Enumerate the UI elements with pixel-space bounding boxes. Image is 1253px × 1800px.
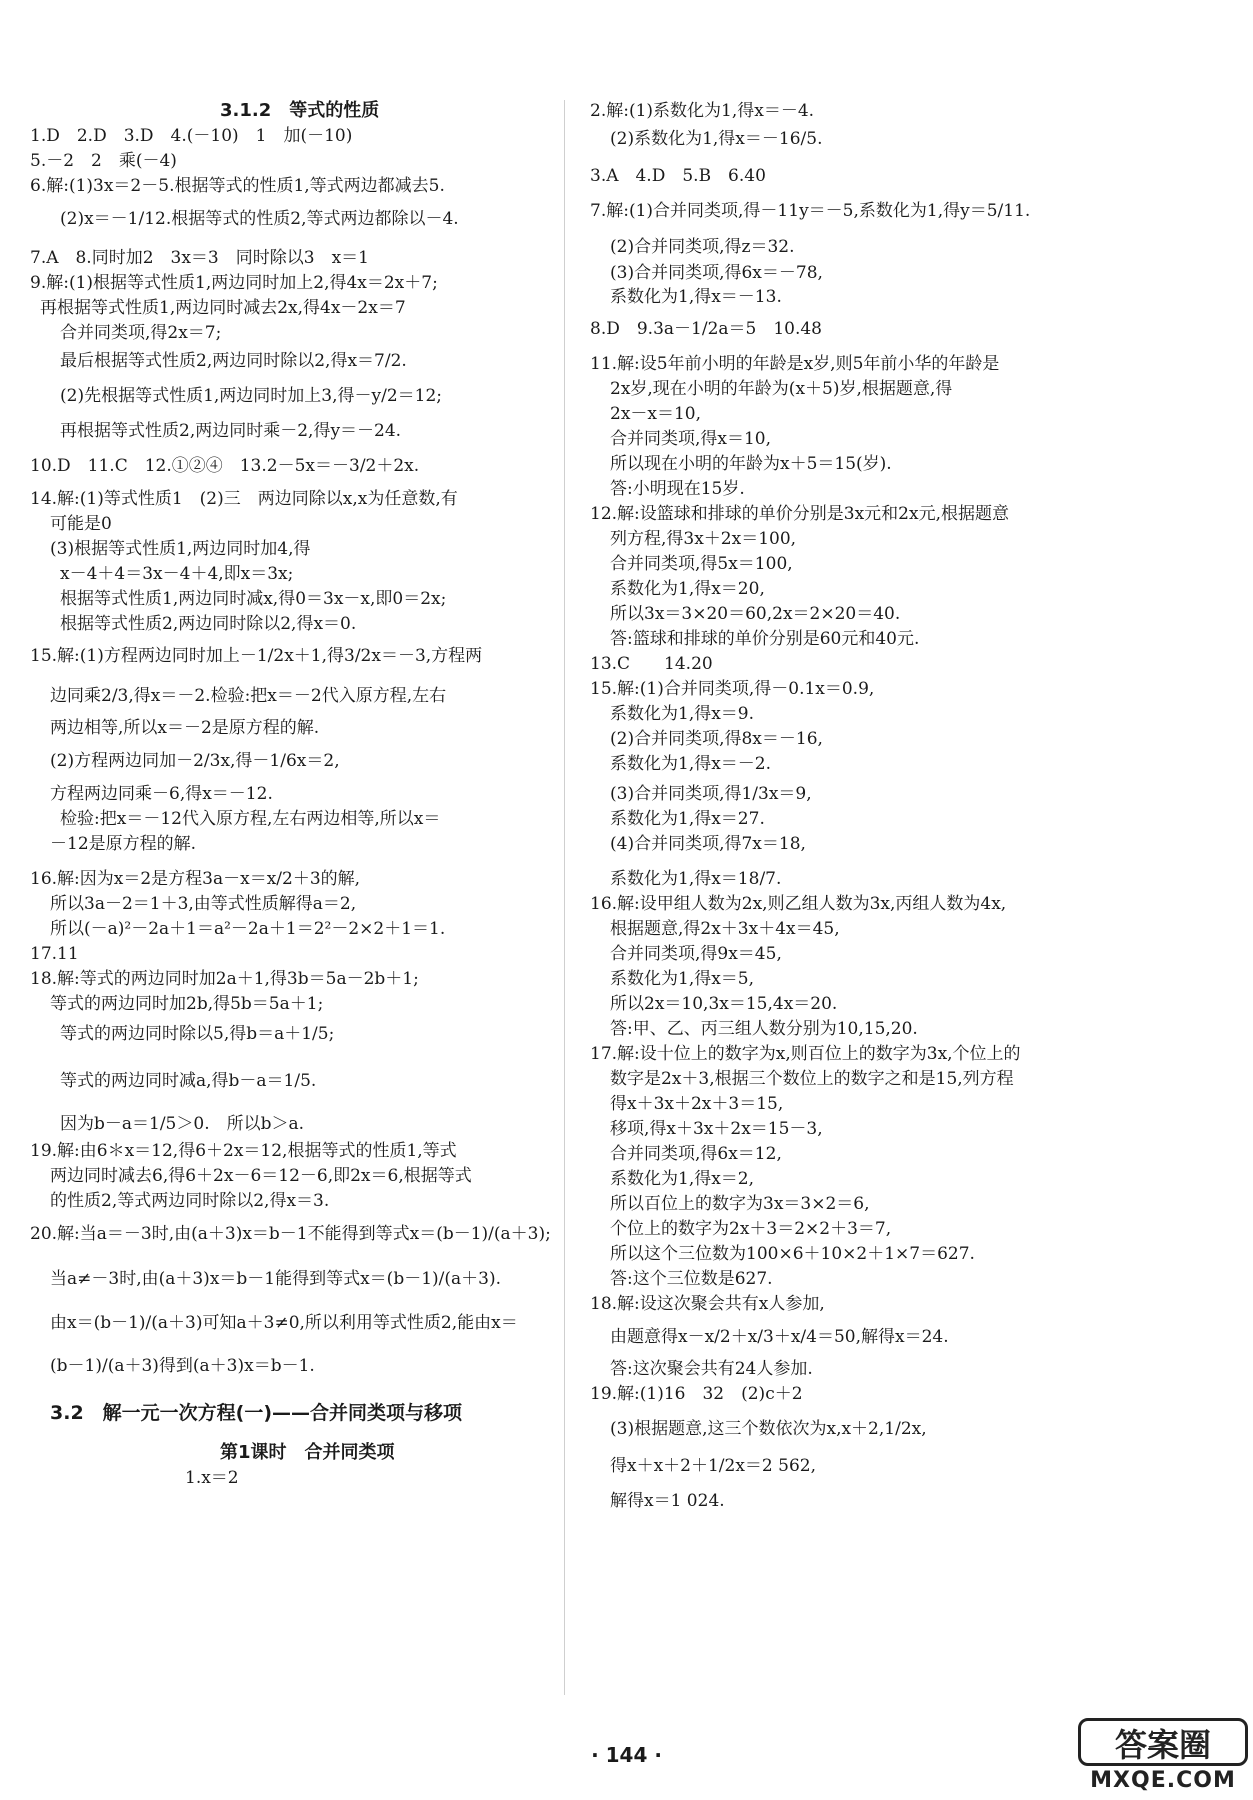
right-line: 系数化为1,得x＝－13. [610, 287, 782, 307]
left-line: 再根据等式性质1,两边同时减去2x,得4x－2x＝7 [40, 298, 406, 318]
left-line: 14.解:(1)等式性质1 (2)三 两边同除以x,x为任意数,有 [30, 489, 458, 509]
left-line: x－4＋4＝3x－4＋4,即x＝3x; [60, 564, 294, 584]
left-line: 等式的两边同时减a,得b－a＝1/5. [60, 1071, 317, 1091]
left-line: 当a≠－3时,由(a＋3)x＝b－1能得到等式x＝(b－1)/(a＋3). [50, 1269, 501, 1289]
left-line: (b－1)/(a＋3)得到(a＋3)x＝b－1. [50, 1356, 315, 1376]
right-line: 所以2x＝10,3x＝15,4x＝20. [610, 994, 838, 1014]
right-line: 所以百位上的数字为3x＝3×2＝6, [610, 1194, 870, 1214]
right-line: 答:小明现在15岁. [610, 479, 745, 499]
left-line: (2)方程两边同加－2/3x,得－1/6x＝2, [50, 751, 340, 771]
right-line: 合并同类项,得x＝10, [610, 429, 772, 449]
right-line: 系数化为1,得x＝20, [610, 579, 765, 599]
right-line: 合并同类项,得5x＝100, [610, 554, 793, 574]
right-line: 答:这个三位数是627. [610, 1269, 773, 1289]
right-line: 2x－x＝10, [610, 404, 702, 424]
left-line: 第1课时 合并同类项 [220, 1442, 395, 1463]
left-line: 根据等式性质2,两边同时除以2,得x＝0. [60, 614, 357, 634]
left-line: 根据等式性质1,两边同时减x,得0＝3x－x,即0＝2x; [60, 589, 447, 609]
left-line: －12是原方程的解. [50, 834, 197, 854]
right-line: 移项,得x＋3x＋2x＝15－3, [610, 1119, 823, 1139]
left-line: 5.－2 2 乘(－4) [30, 151, 177, 171]
right-line: 16.解:设甲组人数为2x,则乙组人数为3x,丙组人数为4x, [590, 894, 1007, 914]
left-line: 因为b－a＝1/5＞0. 所以b＞a. [60, 1114, 305, 1134]
left-line: 3.2 解一元一次方程(一)——合并同类项与移项 [50, 1402, 463, 1424]
column-divider [564, 100, 565, 1695]
left-line: 的性质2,等式两边同时除以2,得x＝3. [50, 1191, 330, 1211]
right-line: 2.解:(1)系数化为1,得x＝－4. [590, 101, 815, 121]
right-line: 19.解:(1)16 32 (2)c＋2 [590, 1384, 803, 1404]
right-line: 系数化为1,得x＝18/7. [610, 869, 782, 889]
left-line: 等式的两边同时除以5,得b＝a＋1/5; [60, 1024, 335, 1044]
left-line: 10.D 11.C 12.①②④ 13.2－5x＝－3/2＋2x. [30, 456, 420, 476]
left-line: 16.解:因为x＝2是方程3a－x＝x/2＋3的解, [30, 869, 361, 889]
right-line: (3)根据题意,这三个数依次为x,x＋2,1/2x, [610, 1419, 927, 1439]
right-line: 列方程,得3x＋2x＝100, [610, 529, 797, 549]
left-line: 可能是0 [50, 514, 112, 534]
watermark-title: 答案圈 [1114, 1726, 1211, 1764]
left-line: 19.解:由6＊x＝12,得6＋2x＝12,根据等式的性质1,等式 [30, 1141, 457, 1161]
left-line: (2)先根据等式性质1,两边同时加上3,得－y/2＝12; [60, 386, 443, 406]
watermark-site: MXQE.COM [1090, 1768, 1236, 1793]
left-line: 所以(－a)²－2a＋1＝a²－2a＋1＝2²－2×2＋1＝1. [50, 919, 446, 939]
right-line: 系数化为1,得x＝5, [610, 969, 755, 989]
right-line: 合并同类项,得9x＝45, [610, 944, 782, 964]
left-line: (2)x＝－1/12.根据等式的性质2,等式两边都除以－4. [60, 209, 459, 229]
page-number: · 144 · [591, 1743, 662, 1767]
right-line: 系数化为1,得x＝2, [610, 1169, 755, 1189]
right-line: 所以这个三位数为100×6＋10×2＋1×7＝627. [610, 1244, 975, 1264]
left-line: 6.解:(1)3x＝2－5.根据等式的性质1,等式两边都减去5. [30, 176, 445, 196]
right-line: 系数化为1,得x＝9. [610, 704, 755, 724]
left-line: 17.11 [30, 944, 79, 964]
right-line: (2)合并同类项,得z＝32. [610, 237, 795, 257]
left-line: 边同乘2/3,得x＝－2.检验:把x＝－2代入原方程,左右 [50, 686, 447, 706]
right-line: 所以3x＝3×20＝60,2x＝2×20＝40. [610, 604, 901, 624]
right-line: 系数化为1,得x＝27. [610, 809, 765, 829]
left-line: 等式的两边同时加2b,得5b＝5a＋1; [50, 994, 324, 1014]
right-line: 17.解:设十位上的数字为x,则百位上的数字为3x,个位上的 [590, 1044, 1021, 1064]
right-line: (3)合并同类项,得1/3x＝9, [610, 784, 812, 804]
left-line: 1.x＝2 [185, 1468, 239, 1488]
right-line: 得x＋x＋2＋1/2x＝2 562, [610, 1456, 817, 1476]
right-line: 12.解:设篮球和排球的单价分别是3x元和2x元,根据题意 [590, 504, 1009, 524]
right-line: 所以现在小明的年龄为x＋5＝15(岁). [610, 454, 892, 474]
right-line: 解得x＝1 024. [610, 1491, 725, 1511]
left-line: 20.解:当a＝－3时,由(a＋3)x＝b－1不能得到等式x＝(b－1)/(a＋3); [30, 1224, 551, 1244]
right-line: 答:篮球和排球的单价分别是60元和40元. [610, 629, 920, 649]
right-line: 数字是2x＋3,根据三个数位上的数字之和是15,列方程 [610, 1069, 1014, 1089]
right-line: (2)系数化为1,得x＝－16/5. [610, 129, 823, 149]
right-line: 系数化为1,得x＝－2. [610, 754, 772, 774]
right-line: 个位上的数字为2x＋3＝2×2＋3＝7, [610, 1219, 892, 1239]
left-line: 18.解:等式的两边同时加2a＋1,得3b＝5a－2b＋1; [30, 969, 419, 989]
left-line: 方程两边同乘－6,得x＝－12. [50, 784, 273, 804]
watermark-logo [1078, 1718, 1248, 1794]
right-line: 3.A 4.D 5.B 6.40 [590, 166, 766, 186]
left-line: (3)根据等式性质1,两边同时加4,得 [50, 539, 311, 559]
left-line: 由x＝(b－1)/(a＋3)可知a＋3≠0,所以利用等式性质2,能由x＝ [50, 1313, 518, 1333]
right-line: 15.解:(1)合并同类项,得－0.1x＝0.9, [590, 679, 875, 699]
left-line: 最后根据等式性质2,两边同时除以2,得x＝7/2. [60, 351, 407, 371]
right-line: 得x＋3x＋2x＋3＝15, [610, 1094, 784, 1114]
right-line: 由题意得x－x/2＋x/3＋x/4＝50,解得x＝24. [610, 1327, 949, 1347]
left-line: 15.解:(1)方程两边同时加上－1/2x＋1,得3/2x＝－3,方程两 [30, 646, 483, 666]
right-line: (3)合并同类项,得6x＝－78, [610, 263, 823, 283]
right-line: 8.D 9.3a－1/2a＝5 10.48 [590, 319, 822, 339]
left-line: 合并同类项,得2x＝7; [60, 323, 222, 343]
right-line: 答:甲、乙、丙三组人数分别为10,15,20. [610, 1019, 918, 1039]
right-line: 7.解:(1)合并同类项,得－11y＝－5,系数化为1,得y＝5/11. [590, 201, 1031, 221]
right-line: 根据题意,得2x＋3x＋4x＝45, [610, 919, 840, 939]
right-line: 答:这次聚会共有24人参加. [610, 1359, 813, 1379]
right-line: 合并同类项,得6x＝12, [610, 1144, 782, 1164]
left-line: 两边相等,所以x＝－2是原方程的解. [50, 718, 320, 738]
right-line: 2x岁,现在小明的年龄为(x＋5)岁,根据题意,得 [610, 379, 953, 399]
right-line: (2)合并同类项,得8x＝－16, [610, 729, 823, 749]
left-line: 所以3a－2＝1＋3,由等式性质解得a＝2, [50, 894, 357, 914]
right-line: 18.解:设这次聚会共有x人参加, [590, 1294, 825, 1314]
left-line: 检验:把x＝－12代入原方程,左右两边相等,所以x＝ [60, 809, 441, 829]
left-line: 9.解:(1)根据等式性质1,两边同时加上2,得4x＝2x＋7; [30, 273, 438, 293]
left-line: 两边同时减去6,得6＋2x－6＝12－6,即2x＝6,根据等式 [50, 1166, 472, 1186]
left-line: 1.D 2.D 3.D 4.(－10) 1 加(－10) [30, 126, 353, 146]
right-line: (4)合并同类项,得7x＝18, [610, 834, 806, 854]
left-line: 再根据等式性质2,两边同时乘－2,得y＝－24. [60, 421, 402, 441]
right-line: 11.解:设5年前小明的年龄是x岁,则5年前小华的年龄是 [590, 354, 1000, 374]
right-line: 13.C 14.20 [590, 654, 713, 674]
left-line: 3.1.2 等式的性质 [220, 100, 380, 121]
left-line: 7.A 8.同时加2 3x＝3 同时除以3 x＝1 [30, 248, 369, 268]
